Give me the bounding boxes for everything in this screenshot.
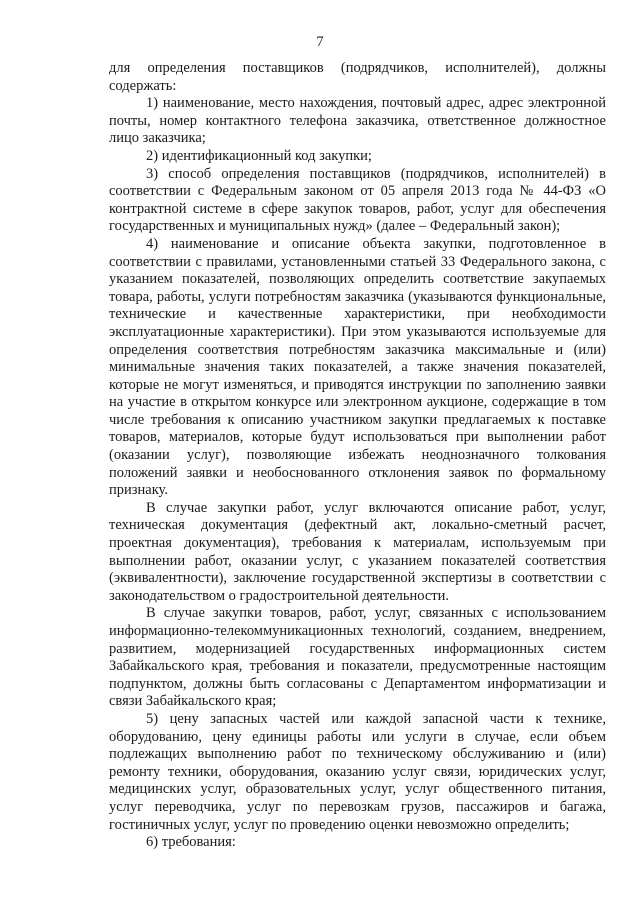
paragraph-item-5: 5) цену запасных частей или каждой запасной части к технике, оборудованию, цену единицы работы или услуги в случае, если объем подлежащих выполнению работ по техническому обслуживанию и (или) ремонту техники, оборудования, оказанию услуг связи, юридических услуг, медицинских услуг, образовательных услуг, услуг общественного питания, услуг переводчика, услуг по перевозкам грузов, пассажиров и багажа, гостиничных услуг, услуг по проведению оценки невозможно определить; [109, 710, 606, 833]
paragraph-item-3: 3) способ определения поставщиков (подрядчиков, исполнителей) в соответствии с Федеральным законом от 05 апреля 2013 года № 44-ФЗ «О контрактной системе в сфере закупок товаров, работ, услуг для обеспечения государственных и муниципальных нужд» (далее – Федеральный закон); [109, 165, 606, 235]
paragraph-ict-procurement: В случае закупки товаров, работ, услуг, связанных с использованием информационно-телекоммуникационных технологий, созданием, внедрением, развитием, модернизацией государственных информационных систем Забайкальского края, требования и показатели, предусмотренные настоящим подпунктом, должны быть согласованы с Департаментом информатизации и связи Забайкальского края; [109, 605, 606, 710]
page-number: 7 [316, 34, 324, 50]
paragraph-item-6: 6) требования: [146, 834, 236, 851]
paragraph-item-2: 2) идентификационный код закупки; [146, 147, 372, 164]
paragraph-item-4: 4) наименование и описание объекта закупки, подготовленное в соответствии с правилами, установленными статьей 33 Федерального закона, с указанием показателей, позволяющих определить соответствие закупаемых товара, работы, услуги потребностям заказчика (указываются функциональные, технические и качественные характеристики, при необходимости эксплуатационные характеристики). При этом указываются используемые для определения соответствия потребностям заказчика максимальные и (или) минимальные значения таких показателей, а также значения показателей, которые не могут изменяться, и приводятся инструкции по заполнению заявки на участие в открытом конкурсе или электронном аукционе, содержащие в том числе требования к описанию участником закупки предлагаемых к поставке товаров, материалов, которые будут использоваться при выполнении работ (оказании услуг), позволяющие избежать неоднозначного толкования положений заявки и необоснованного отклонения заявок по формальному признаку. [109, 235, 606, 499]
paragraph-continuation: для определения поставщиков (подрядчиков, исполнителей), должны содержать: [109, 60, 606, 94]
paragraph-item-1: 1) наименование, место нахождения, почтовый адрес, адрес электронной почты, номер контактного телефона заказчика, ответственное должностное лицо заказчика; [109, 95, 606, 147]
document-body [109, 60, 606, 852]
paragraph-works-services: В случае закупки работ, услуг включаются описание работ, услуг, техническая документация (дефектный акт, локально-сметный расчет, проектная документация), требования к материалам, используемым при выполнении работ, оказании услуг, с указанием показателей соответствия (эквивалентности), заключение государственной экспертизы в соответствии с законодательством о градостроительной деятельности. [109, 499, 606, 604]
